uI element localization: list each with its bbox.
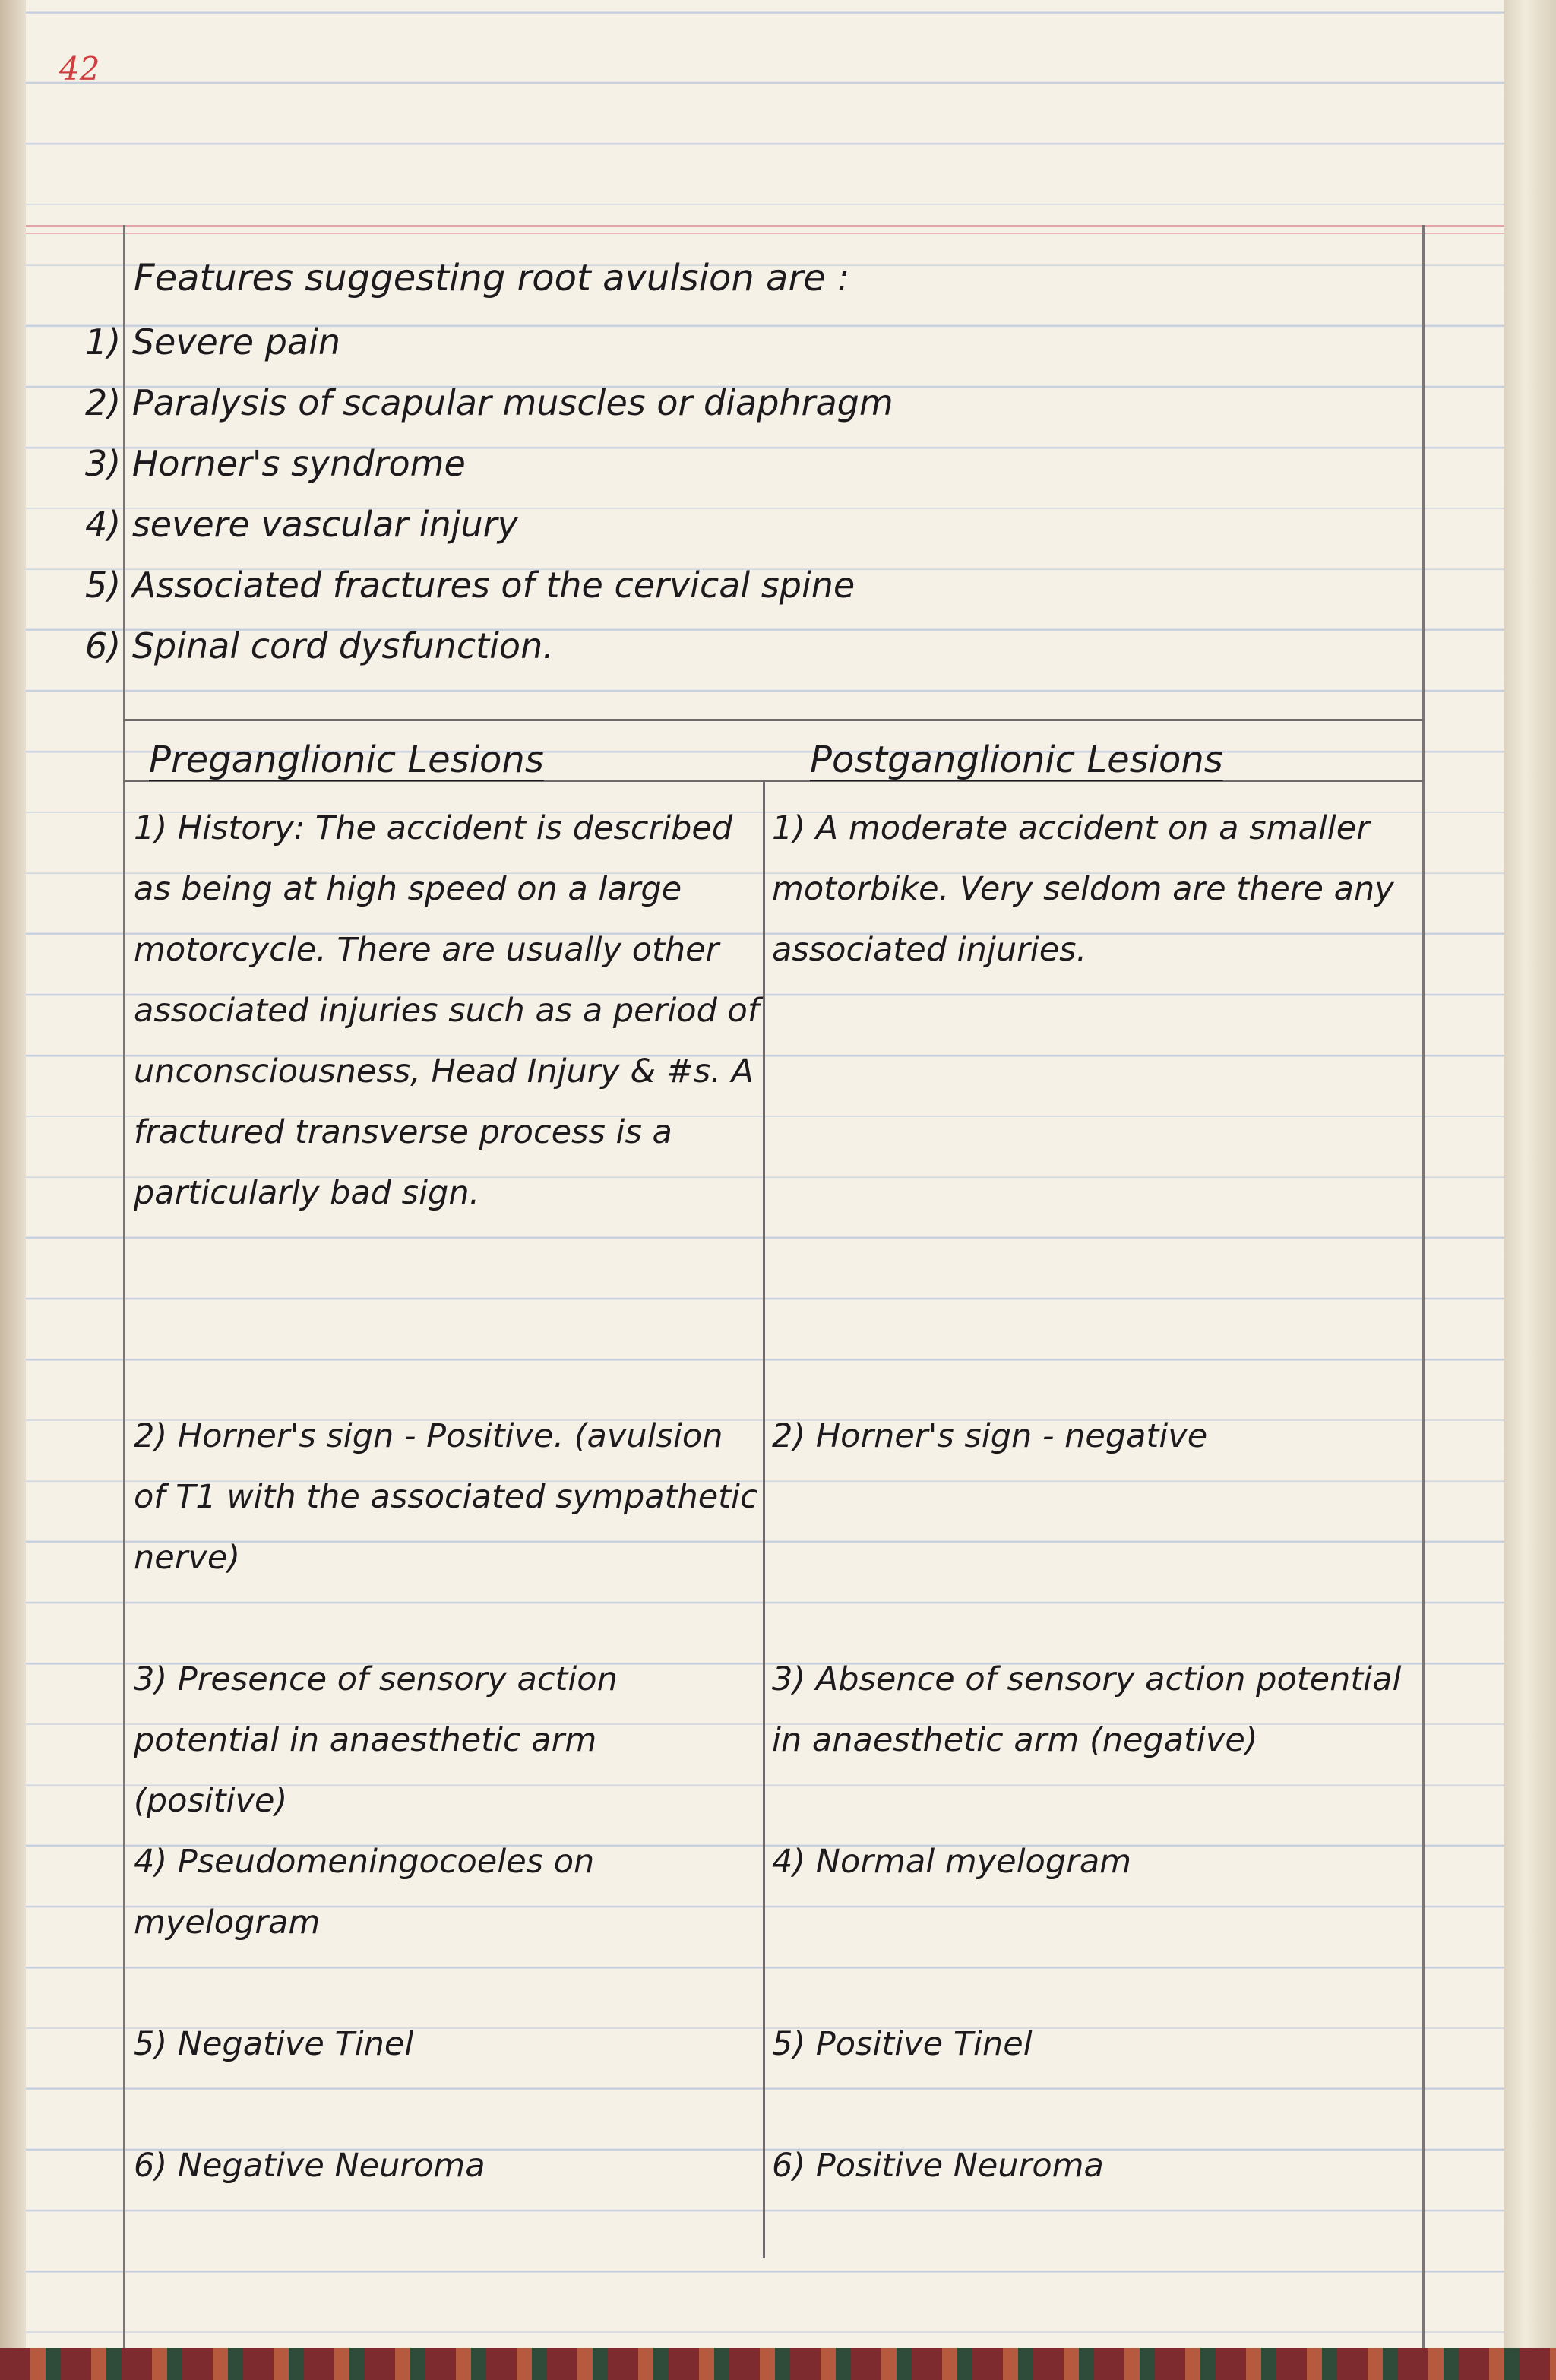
preganglionic-tinel: 5) Negative Tinel [134,2025,414,2063]
preganglionic-neuroma: 6) Negative Neuroma [134,2147,485,2185]
postganglionic-sensory-action-potential: 3) Absence of sensory action potential in anaesthetic arm (negative) [772,1660,1402,1759]
feature-item: 5) Associated fractures of the cervical spine [85,565,855,606]
header-margin-rule-secondary [26,233,1504,234]
feature-item: 4) severe vascular injury [85,504,518,545]
preganglionic-sensory-action-potential: 3) Presence of sensory action potential in anaesthetic arm (positive) [134,1660,618,1820]
preganglionic-history: 1) History: The accident is described as being at high speed on a large motorcycle. There are usually other associated injuries such as a period of unconsciousness, Head Injury & #s. A fractured transverse process is a particularly bad sign. [134,809,759,1212]
header-margin-rule [26,225,1504,227]
postganglionic-history: 1) A moderate accident on a smaller motorbike. Very seldom are there any associated injuries. [772,809,1394,969]
binding-edge [0,0,26,2380]
postganglionic-neuroma: 6) Positive Neuroma [772,2147,1104,2185]
preganglionic-horners-sign: 2) Horner's sign - Positive. (avulsion of T1 with the associated sympathetic nerve) [134,1417,758,1577]
preganglionic-myelogram: 4) Pseudomeningocoeles on myelogram [134,1843,595,1942]
postganglionic-myelogram: 4) Normal myelogram [772,1843,1132,1881]
feature-item: 1) Severe pain [85,321,341,362]
postganglionic-horners-sign: 2) Horner's sign - negative [772,1417,1208,1455]
page-number: 42 [59,50,100,87]
table-column-divider [763,780,765,2258]
tablecloth-strip [0,2348,1556,2380]
features-list [85,312,893,676]
features-heading: Features suggesting root avulsion are : [134,257,850,299]
preganglionic-header: Preganglionic Lesions [149,739,544,781]
right-margin-line [1422,225,1425,2380]
feature-item: 3) Horner's syndrome [85,443,466,484]
postganglionic-tinel: 5) Positive Tinel [772,2025,1033,2063]
next-page-edge [1504,0,1556,2380]
feature-item: 6) Spinal cord dysfunction. [85,625,554,666]
feature-item: 2) Paralysis of scapular muscles or diaphragm [85,382,893,423]
table-top-rule [123,719,1424,721]
postganglionic-header: Postganglionic Lesions [810,739,1223,781]
